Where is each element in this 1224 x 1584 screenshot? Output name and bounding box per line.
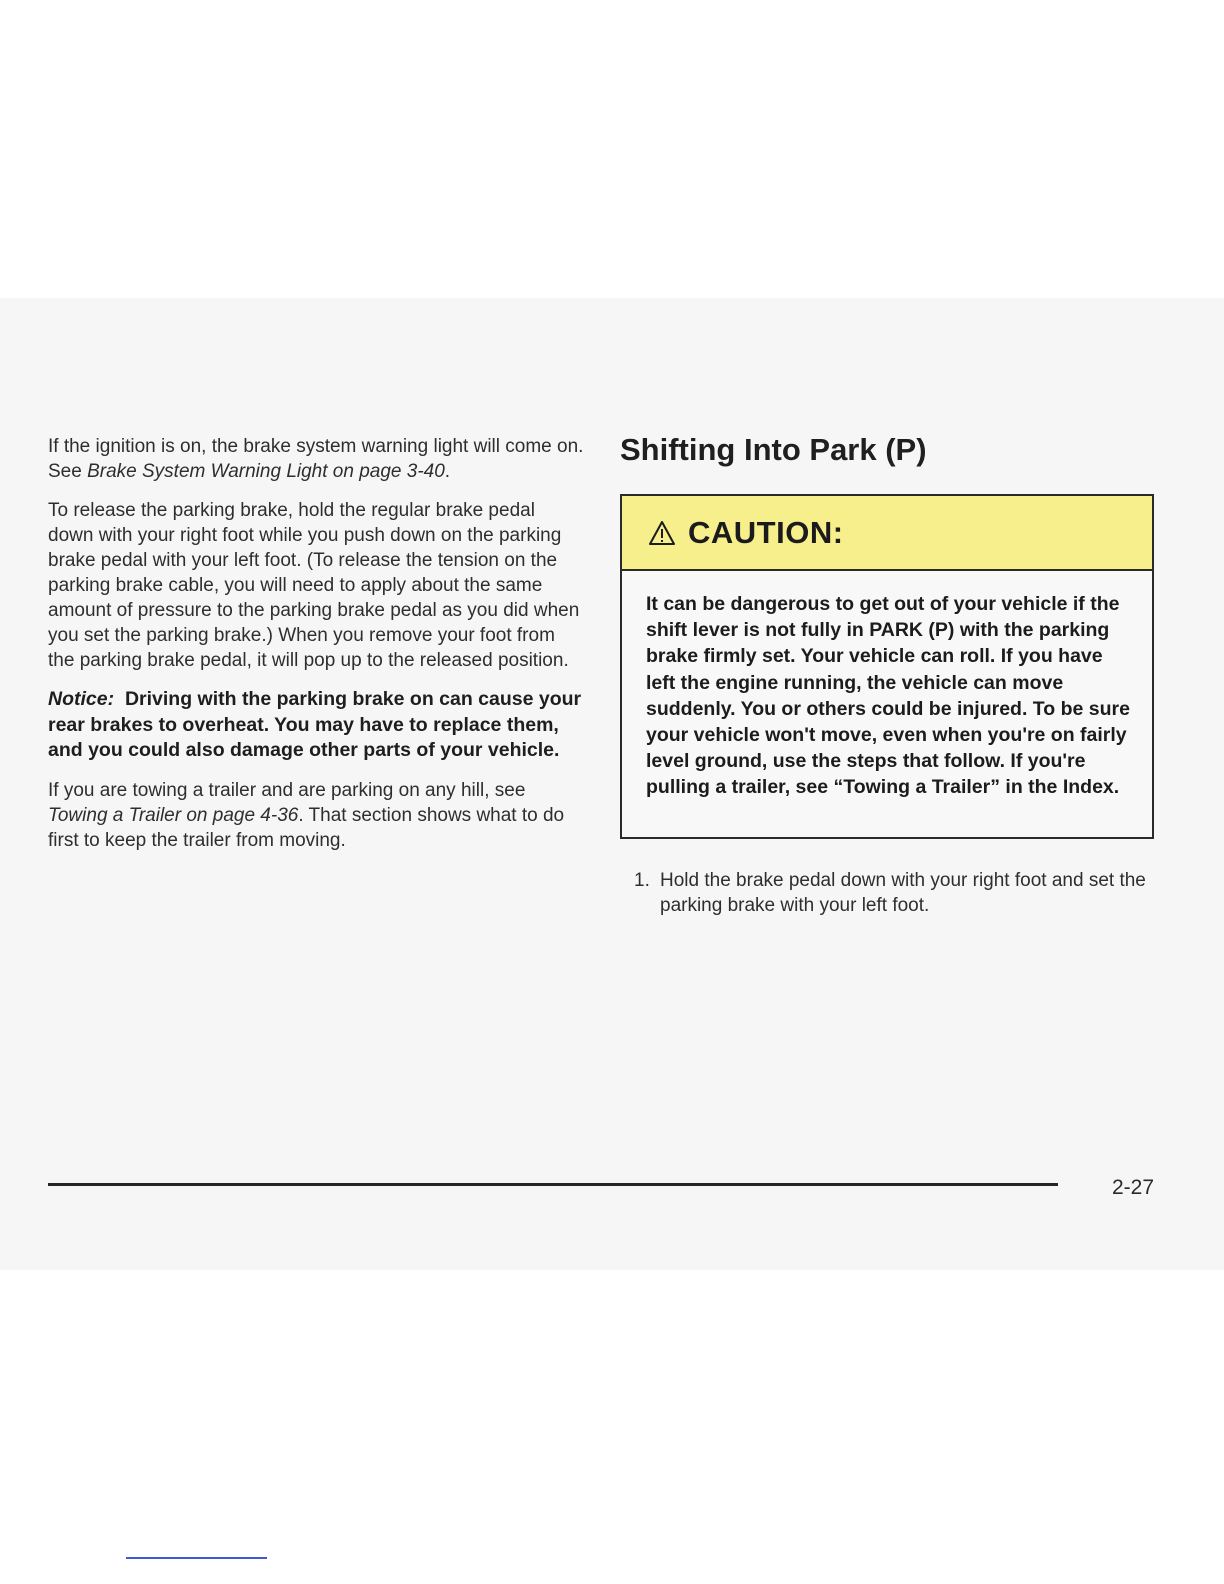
towing-text: If you are towing a trailer and are parking on any hill, see xyxy=(48,779,526,801)
caution-box xyxy=(620,494,1154,839)
ignition-paragraph xyxy=(48,434,584,484)
step-text: Hold the brake pedal down with your right foot and set the parking brake with your left foot. xyxy=(660,870,1146,916)
page-number: 2-27 xyxy=(1112,1176,1155,1199)
release-parking-brake-paragraph: To release the parking brake, hold the regular brake pedal down with your right foot while you push down on the parking brake pedal with your left foot. (To release the tension on the parking brake cable, you will need to apply about the same amount of pressure to the parking brake pedal as you did when you set the parking brake.) When you remove your foot from the parking brake pedal, it will pop up to the released position. xyxy=(48,500,580,671)
towing-text-end: . That section shows what to do first to keep the trailer from moving. xyxy=(48,804,565,851)
step-number: 1. xyxy=(634,870,650,891)
warning-triangle-icon xyxy=(648,520,676,546)
ignition-text-end: . xyxy=(444,461,451,482)
right-column xyxy=(620,430,1160,916)
footer-link-underline[interactable] xyxy=(126,1557,267,1559)
notice-text: Driving with the parking brake on can cause your rear brakes to overheat. You may have to replace them, and you could also damage other parts of your vehicle. xyxy=(48,688,582,761)
notice-label: Notice: xyxy=(48,688,115,710)
left-column xyxy=(48,434,584,867)
section-heading: Shifting Into Park (P) xyxy=(620,432,927,467)
notice-paragraph xyxy=(48,687,584,764)
step-item xyxy=(634,868,1154,918)
caution-text: It can be dangerous to get out of your vehicle if the shift lever is not fully in PARK (P) with the parking brake firmly set. Your vehicle can roll. If you have left the engine running, the vehicle can move suddenly. You or others could be injured. To be sure your vehicle won't move, even when you're on fairly level ground, use the steps that follow. If you're pulling a trailer, see “Towing a Trailer” in the Index. xyxy=(646,593,1130,799)
caution-title: CAUTION: xyxy=(688,514,844,550)
brake-warning-light-reference[interactable]: Brake System Warning Light on page 3-40 xyxy=(87,461,445,482)
towing-paragraph xyxy=(48,778,584,853)
towing-trailer-reference[interactable]: Towing a Trailer on page 4-36 xyxy=(48,804,299,826)
ignition-text: If the ignition is on, the brake system warning light will come on. See xyxy=(48,436,584,482)
footer-rule xyxy=(48,1183,1058,1186)
caution-header xyxy=(622,496,1152,571)
